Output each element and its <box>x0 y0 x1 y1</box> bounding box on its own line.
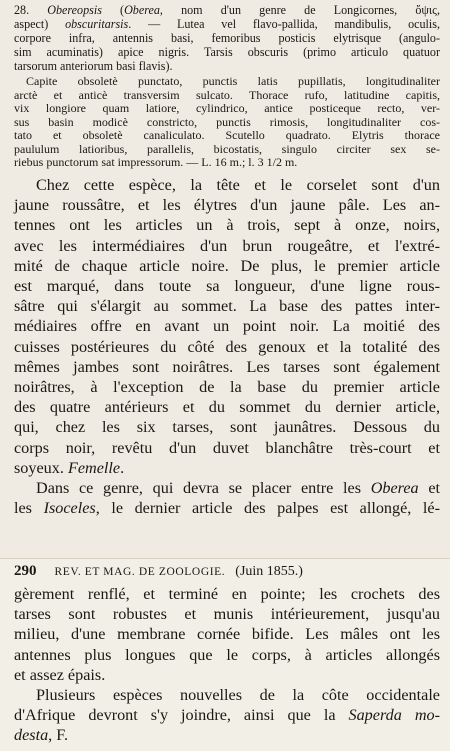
text-run: noirâtres, à l'exception de la base du premier article <box>14 378 440 397</box>
text-line <box>14 665 440 685</box>
text-line <box>14 624 440 644</box>
text-line <box>14 175 440 195</box>
text-run: . — Lutea vel flavo-pallida, mandibulis, oculis, <box>128 16 440 31</box>
running-head <box>14 562 440 581</box>
text-run: mité de chaque article noire. De plus, le premier article <box>14 256 440 275</box>
text-line <box>14 60 440 74</box>
page-number: 290 <box>14 563 37 579</box>
text-run: Capite obsoletè punctato, punctis latis pupillatis, longitudinaliter <box>26 74 440 88</box>
italic-term: Oberea <box>124 3 160 17</box>
text-run: Dans ce genre, qui devra se placer entre les <box>36 479 371 498</box>
italic-term: Saperda mo- <box>348 706 440 725</box>
text-line <box>14 337 440 357</box>
text-line <box>14 32 440 46</box>
text-run: corps noir, revêtu d'un duvet blanchâtre très-court et <box>14 438 440 457</box>
text-run: soyeux. <box>14 458 68 477</box>
text-line <box>14 75 440 89</box>
body-paragraphs-top <box>14 175 440 518</box>
text-run: et <box>418 479 440 498</box>
species-description <box>14 75 440 170</box>
text-line <box>14 498 440 518</box>
text-line <box>14 116 440 130</box>
text-run: Plusieurs espèces nouvelles de la côte occidentale <box>36 686 440 705</box>
text-run: vix longiore quam latiore, cylindrico, antice posticeque recto, ver- <box>14 101 440 115</box>
issue-date: (Juin 1855.) <box>235 564 303 579</box>
text-run: les <box>14 499 44 518</box>
text-line <box>14 725 440 745</box>
text-run: tarsorum anteriorum basi flavis). <box>14 58 173 73</box>
italic-term: obscuritarsis <box>65 16 129 31</box>
text-run: antennes plus longues que le corps, à articles allongés <box>14 645 440 664</box>
text-run: tato et obsoletè canaliculato. Scutello quadrato. Elytris thorace <box>14 128 440 142</box>
italic-term: Isoceles <box>43 499 96 518</box>
text-run: riebus punctorum sat impressorum. — L. 16 m.; l. 3 1/2 m. <box>14 155 298 169</box>
text-line <box>14 4 440 18</box>
body-paragraphs-bottom <box>14 584 440 746</box>
italic-term: Obereopsis <box>47 3 102 17</box>
journal-title: REV. ET MAG. DE ZOOLOGIE. <box>54 566 226 578</box>
text-line <box>14 357 440 377</box>
text-run: , le dernier article des palpes est allongé, lé- <box>95 499 440 518</box>
text-line <box>14 705 440 725</box>
text-run: cuisses postérieures du côté des genoux et la totalité des <box>14 337 440 356</box>
text-line <box>14 102 440 116</box>
text-line <box>14 195 440 215</box>
text-run: qui, chez les six tarses, sont jaunâtres. Dessous du <box>14 418 440 437</box>
text-line <box>14 584 440 604</box>
text-run: des quatre antérieurs et du sommet du dernier article, <box>14 398 440 417</box>
text-run: ( <box>101 3 125 17</box>
text-run: est marqué, dans toute sa longueur, d'une ligne rous- <box>14 277 440 296</box>
text-run: gèrement renflé, et terminé en pointe; les crochets des <box>14 585 440 603</box>
text-line <box>14 685 440 705</box>
text-line <box>14 377 440 397</box>
text-line <box>14 397 440 417</box>
text-run: aspect) <box>14 16 66 31</box>
italic-term: Oberea <box>370 479 419 498</box>
text-run: , nom d'un genre de Longicornes, ὄψις, <box>159 3 440 17</box>
text-line <box>14 143 440 157</box>
text-line <box>14 458 440 478</box>
text-line <box>14 236 440 256</box>
text-run: tarses sont robustes et munis intérieurement, jusqu'au <box>14 605 440 624</box>
text-run: 28. <box>14 3 48 17</box>
text-line <box>14 438 440 458</box>
text-line <box>14 46 440 60</box>
text-run: , F. <box>48 726 69 745</box>
text-line <box>14 18 440 32</box>
text-run: tennes ont les articles un à trois, sept à onze, noirs, <box>14 216 440 235</box>
text-line <box>14 604 440 624</box>
text-line <box>14 89 440 103</box>
text-run: sâtre qui s'élargit au sommet. La base des pattes inter- <box>14 297 440 316</box>
text-line <box>14 156 440 170</box>
text-run: mêmes jambes sont noirâtres. Les tarses sont également <box>14 357 440 376</box>
text-run: Chez cette espèce, la tête et le corselet sont d'un <box>36 176 440 194</box>
text-run: d'Afrique devront s'y joindre, ainsi que la <box>14 706 349 725</box>
italic-term: desta <box>14 726 49 745</box>
text-line <box>14 276 440 296</box>
text-line <box>14 256 440 276</box>
text-run: et assez épais. <box>14 665 106 684</box>
text-run: . <box>120 458 125 477</box>
text-run: sus basin modicè constricto, punctis rimosis, longitudinaliter cos- <box>14 114 440 129</box>
text-line <box>14 417 440 437</box>
text-line <box>14 316 440 336</box>
text-line <box>14 645 440 665</box>
text-line <box>14 129 440 143</box>
text-run: milieu, d'une membrane cornée bifide. Les mâles ont les <box>14 625 440 644</box>
text-line <box>14 478 440 498</box>
text-run: paululum latioribus, parallelis, bicostatis, singulo circiter sex se- <box>14 141 440 156</box>
text-run: sim acuminatis) apice nigris. Tarsis obscuris (primo articulo quatuor <box>14 44 440 59</box>
text-run: arctè et anticè transversim sulcato. Thorace rufo, latitudine capitis, <box>14 87 440 102</box>
text-run: avec les intermédiaires d'un brun rougeâtre, et l'extré- <box>14 236 440 255</box>
species-diagnosis <box>14 4 440 74</box>
text-run: médiaires offre en avant un point noir. La moitié des <box>14 317 440 336</box>
text-run: corpore infra, antennis basi, femoribus posticis elytrisque (angulo- <box>14 30 440 45</box>
text-line <box>14 296 440 316</box>
text-run: jaune roussâtre, et les élytres d'un jaune pâle. Les an- <box>14 196 440 215</box>
text-line <box>14 215 440 235</box>
italic-term: Femelle <box>67 458 121 477</box>
